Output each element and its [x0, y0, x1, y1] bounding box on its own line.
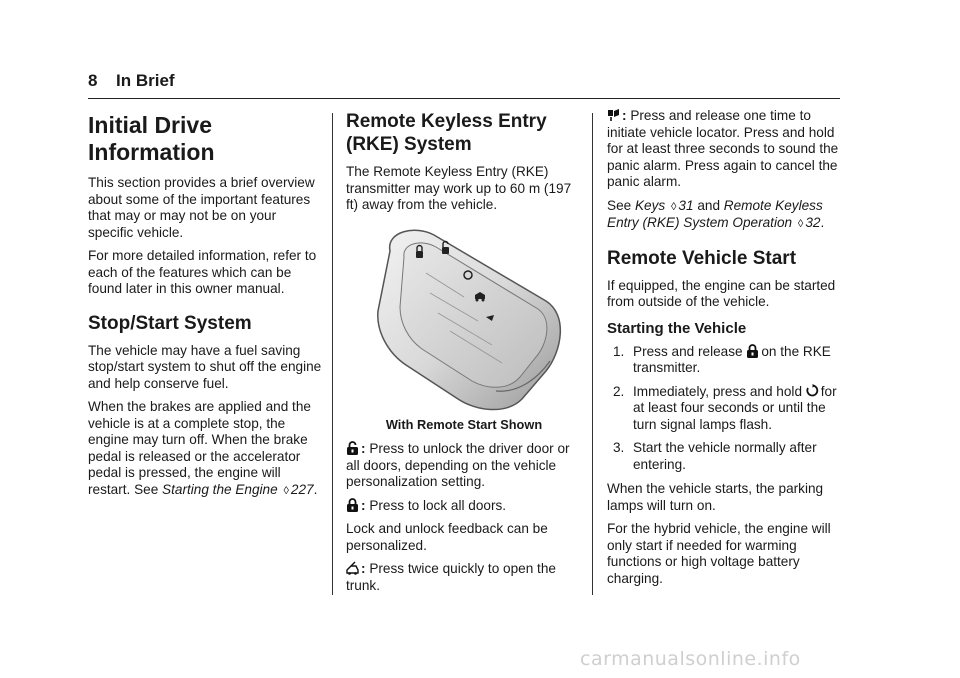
rke-heading: Remote Keyless Entry (RKE) System	[346, 111, 547, 155]
rke-range-paragraph: The Remote Keyless Entry (RKE) transmitter may work up to 60 m (197 ft) away from the vehicle.	[346, 164, 572, 212]
colon: :	[361, 497, 366, 513]
and-text: and	[693, 197, 724, 213]
colon: :	[361, 441, 366, 456]
remote-start-icon	[806, 384, 819, 398]
watermark: carmanualsonline.info	[580, 648, 801, 670]
vehicle-locator-icon	[607, 108, 620, 122]
section-title: In Brief	[116, 71, 175, 90]
equipped-paragraph: If equipped, the engine can be started from outside of the vehicle.	[607, 277, 836, 309]
unlock-paragraph	[346, 441, 582, 491]
stopstart-paragraph: The vehicle may have a fuel saving stop/start system to shut off the engine and help conserve fuel.	[88, 342, 322, 391]
see-also-paragraph	[607, 198, 843, 233]
parking-lamps-paragraph: When the vehicle starts, the parking lamps will turn on.	[607, 481, 824, 513]
unlock-text: Press to unlock the driver door or all doors, depending on the vehicle personalization setting.	[346, 441, 570, 489]
key-fob-figure	[346, 221, 582, 411]
stopstart-heading: Stop/Start System	[88, 312, 252, 334]
engine-restart-paragraph	[88, 399, 324, 499]
lock-icon	[746, 344, 759, 358]
hybrid-paragraph: For the hybrid vehicle, the engine will only start if needed for warming functions or high voltage battery charging.	[607, 521, 831, 586]
unlock-icon	[346, 441, 359, 455]
page-ref-icon: ◊	[670, 200, 677, 213]
step-number: 3.	[613, 440, 625, 455]
feedback-paragraph: Lock and unlock feedback can be personalized.	[346, 521, 548, 553]
key-fob-icon	[346, 221, 582, 411]
step-text-after: for at least four seconds or until the turn signal lamps flash.	[633, 383, 837, 432]
detail-paragraph: For more detailed information, refer to each of the features which can be found later in this owner manual.	[88, 248, 317, 296]
see-prefix: See	[607, 197, 635, 213]
starting-vehicle-heading: Starting the Vehicle	[607, 319, 747, 337]
trunk-text: Press twice quickly to open the trunk.	[346, 561, 556, 593]
locator-text: Press and release one time to initiate vehicle locator. Press and hold for at least three seconds to sound the panic alarm. Press again to cancel the panic alarm.	[607, 108, 839, 189]
lock-icon	[346, 498, 359, 512]
page-header	[88, 68, 840, 98]
column-divider-left	[332, 113, 333, 595]
lock-text: Press to lock all doors.	[369, 497, 507, 513]
step-text: Start the vehicle normally after entering.	[633, 440, 817, 472]
page-ref-icon: ◊	[283, 484, 289, 497]
remote-start-heading: Remote Vehicle Start	[607, 247, 797, 269]
list-item	[607, 344, 843, 377]
page-ref-227[interactable]: 227	[290, 481, 314, 497]
period: .	[820, 215, 825, 230]
figure-caption: With Remote Start Shown	[385, 416, 543, 432]
page-ref-icon: ◊	[797, 218, 804, 230]
page-ref-32[interactable]: 32	[805, 215, 821, 230]
trunk-paragraph	[346, 561, 582, 594]
starting-engine-link[interactable]: Starting the Engine	[162, 481, 278, 497]
list-item	[607, 440, 843, 473]
keys-link[interactable]: Keys	[634, 197, 666, 213]
colon: :	[622, 108, 627, 123]
page-number: 8	[88, 71, 98, 90]
column-1	[88, 108, 324, 506]
intro-paragraph: This section provides a brief overview about some of the important features that may or may not be on your specific vehicle.	[88, 175, 315, 240]
engine-restart-text: When the brakes are applied and the vehicle is at a complete stop, the engine may turn off. When the brake pedal is released or the accelerator pedal is pressed, the engine will restart. See	[88, 399, 311, 497]
column-2	[346, 108, 582, 601]
list-item	[607, 384, 843, 434]
step-text: Immediately, press and hold	[633, 383, 806, 399]
step-number: 1.	[613, 343, 625, 359]
locator-paragraph	[607, 108, 843, 191]
colon: :	[361, 561, 366, 576]
period: .	[313, 481, 318, 497]
column-divider-right	[592, 113, 593, 595]
step-text: Press and release	[633, 343, 747, 359]
steps-list	[607, 344, 843, 474]
page-ref-31[interactable]: 31	[678, 197, 694, 213]
trunk-icon	[346, 561, 359, 575]
step-text-after: on the RKE transmitter.	[633, 343, 831, 375]
header-rule	[88, 98, 840, 99]
rke-operation-link[interactable]: Remote Keyless Entry (RKE) System Operation	[607, 197, 823, 230]
lock-paragraph	[346, 498, 582, 515]
page-heading: Initial Drive Information	[88, 112, 215, 165]
column-3	[607, 108, 843, 594]
step-number: 2.	[613, 383, 625, 399]
